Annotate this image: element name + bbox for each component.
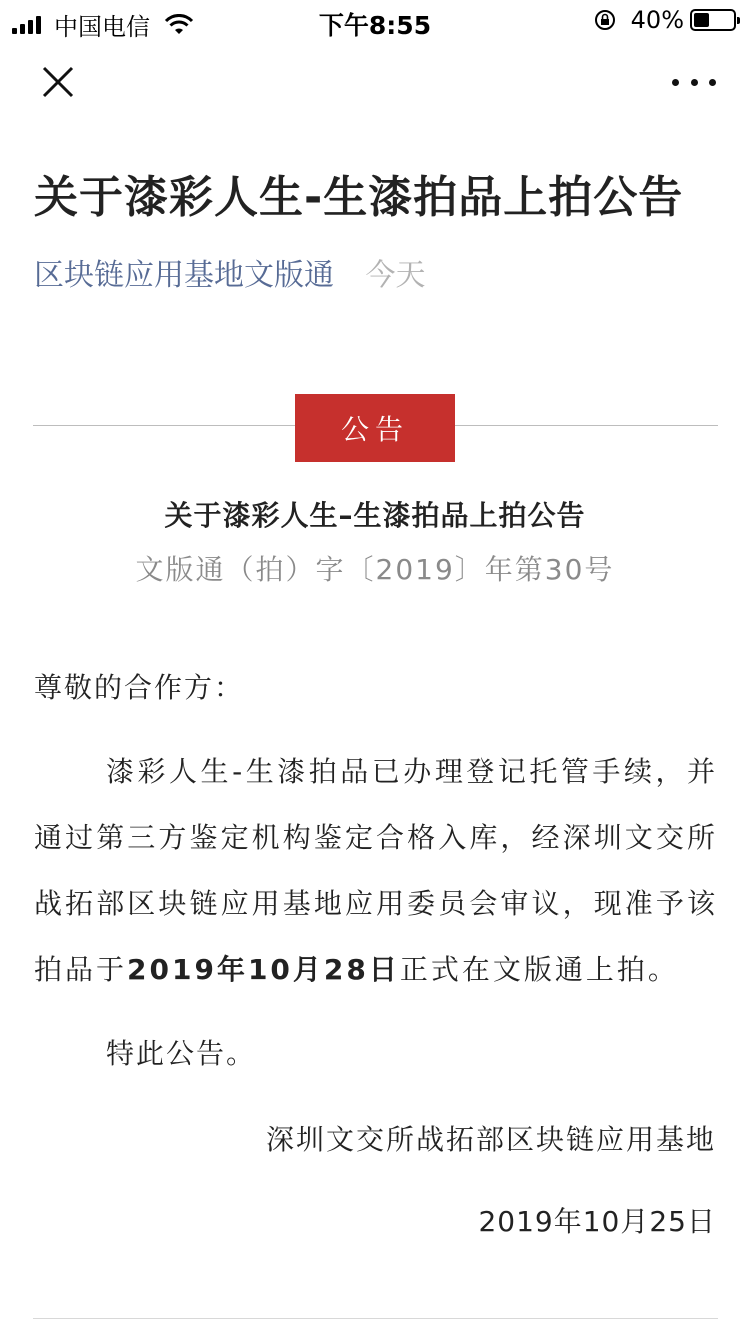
- status-bar-right: [593, 6, 736, 34]
- article-title: 关于漆彩人生-生漆拍品上拍公告: [34, 172, 684, 223]
- article-meta: [34, 254, 426, 298]
- battery-percent: 40%: [630, 6, 684, 34]
- closing-text: 特此公告。: [106, 1037, 257, 1070]
- more-icon[interactable]: [672, 70, 716, 94]
- sign-date: 2019年10月25日: [478, 1205, 716, 1238]
- salutation: 尊敬的合作方：: [34, 671, 245, 704]
- more-dot: [691, 79, 698, 86]
- close-icon[interactable]: [36, 60, 80, 104]
- account-link[interactable]: 区块链应用基地文版通: [34, 258, 334, 293]
- paragraph-text-1: 漆彩人生-生漆拍品已办理登记托管手续，并通过第三方鉴定机构鉴定合格入库，经深圳文交所战拓部区块链应用基地应用委员会审议，现准予该拍品于: [34, 755, 718, 986]
- bottom-divider: [33, 1318, 718, 1319]
- paragraph-date-bold: 2019年10月28日: [127, 953, 400, 986]
- publish-date: 今天: [365, 258, 426, 293]
- more-dot: [709, 79, 716, 86]
- battery-fill: [694, 13, 709, 27]
- status-bar: [0, 0, 750, 40]
- notice-number: 文版通（拍）字〔2019〕年第30号: [135, 553, 615, 586]
- notice-tag: 公告: [295, 394, 455, 462]
- carrier-label: 中国电信: [54, 13, 150, 41]
- signer: 深圳文交所战拓部区块链应用基地: [265, 1123, 716, 1156]
- more-dot: [672, 79, 679, 86]
- status-time: 下午8:55: [318, 11, 432, 40]
- rotation-lock-icon: [593, 8, 617, 32]
- notice-title: 关于漆彩人生–生漆拍品上拍公告: [164, 499, 586, 532]
- battery-icon: [690, 9, 736, 31]
- paragraph-text-2: 正式在文版通上拍。: [399, 953, 679, 986]
- body-paragraph: [34, 739, 718, 1003]
